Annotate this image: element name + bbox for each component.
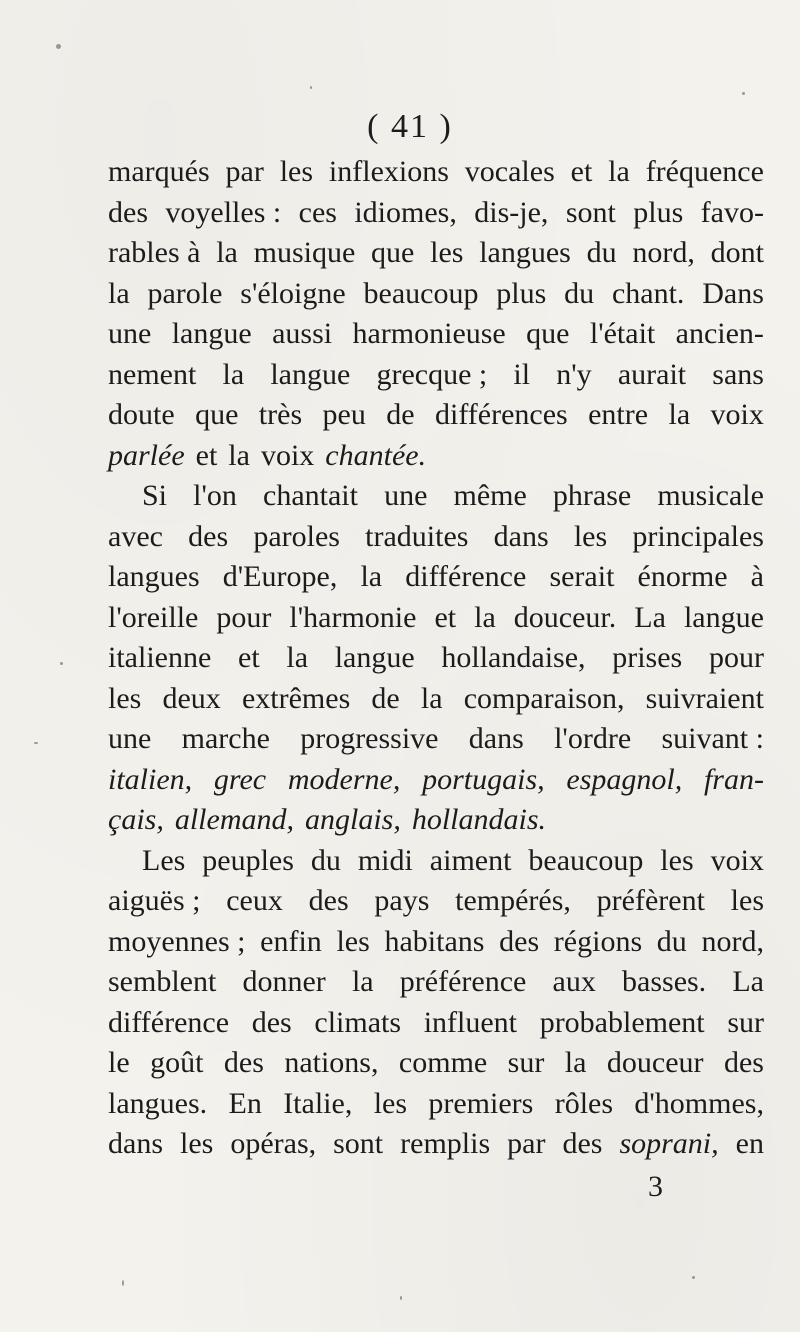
word: des	[308, 884, 349, 917]
word: doute	[108, 398, 175, 431]
word: l'était	[589, 317, 656, 350]
word: les	[573, 519, 608, 553]
word: l'on	[193, 479, 237, 512]
word: favo-	[700, 195, 764, 229]
word: midi	[357, 843, 413, 877]
word: des	[723, 1046, 764, 1079]
text-line	[108, 598, 764, 639]
word: les	[430, 236, 464, 269]
word: du	[586, 236, 617, 269]
text-line	[108, 881, 764, 922]
word: le	[108, 1046, 130, 1079]
paper-speck	[56, 44, 61, 49]
word: parole	[147, 276, 223, 310]
word: les	[660, 843, 694, 877]
text-line	[108, 233, 764, 274]
word: comme	[398, 1046, 488, 1079]
word: prises	[612, 641, 683, 674]
word: nord,	[701, 924, 764, 958]
word: les	[336, 924, 370, 958]
word: d'hommes,	[634, 1086, 764, 1120]
word: peuples	[202, 843, 294, 877]
word: la	[360, 560, 383, 593]
word: par	[507, 1127, 546, 1160]
word: la	[216, 236, 238, 269]
word: langues	[479, 236, 571, 269]
word: sur	[727, 1005, 764, 1039]
word: énorme	[637, 560, 728, 593]
word: préfèrent	[596, 884, 705, 917]
word: la	[286, 641, 309, 674]
text-line	[108, 193, 764, 234]
word: régions	[553, 924, 643, 958]
word: La	[634, 600, 666, 634]
word: s'éloigne	[240, 276, 346, 310]
italic-word: grec	[213, 762, 267, 796]
word: et	[570, 155, 593, 188]
text-line	[108, 841, 764, 882]
word: des	[562, 1127, 603, 1160]
italic-word: çais,	[108, 803, 164, 836]
word: moyennes ;	[108, 924, 246, 958]
word: opéras,	[230, 1127, 317, 1160]
italic-word: fran-	[703, 762, 764, 796]
paper-speck	[122, 1280, 124, 1286]
word: avec	[108, 519, 163, 553]
word: des	[251, 1005, 292, 1039]
word: nord,	[632, 236, 695, 269]
word: serait	[549, 560, 615, 593]
italic-word: italien,	[108, 762, 193, 796]
italic-word: hollandais.	[411, 803, 547, 836]
word: la	[222, 357, 245, 391]
word: de	[371, 681, 400, 715]
word: Si	[142, 479, 168, 512]
word: à	[750, 560, 764, 593]
word: sans	[712, 357, 764, 391]
word: d'Europe,	[222, 560, 338, 593]
word: dis-je,	[474, 195, 549, 229]
word: donner	[242, 965, 326, 998]
paper-speck	[60, 662, 63, 665]
word: marche	[181, 722, 270, 755]
word: idiomes,	[354, 195, 457, 229]
word: aussi	[272, 317, 333, 350]
word: langue	[683, 600, 764, 634]
word: douceur.	[513, 600, 617, 634]
word: pays	[374, 884, 430, 917]
italic-word: moderne,	[287, 762, 401, 796]
word: langues.	[108, 1086, 208, 1120]
word: ancien-	[675, 317, 764, 350]
italic-word: anglais,	[304, 803, 401, 836]
text-line	[108, 557, 764, 598]
word: pour	[216, 600, 272, 634]
word: différence	[405, 560, 527, 593]
word: et	[238, 641, 260, 674]
word: par	[225, 155, 264, 188]
word: il	[513, 357, 531, 391]
text-line	[108, 800, 764, 841]
word: plus	[633, 195, 684, 229]
word: comparaison,	[463, 681, 625, 715]
text-line	[108, 355, 764, 396]
word: la	[474, 600, 496, 634]
word: progressive	[300, 722, 439, 755]
word: du	[564, 276, 595, 310]
italic-word: parlée	[108, 438, 185, 472]
word: sont	[565, 195, 616, 229]
text-line	[108, 274, 764, 315]
word: En	[228, 1086, 262, 1120]
text-line	[108, 679, 764, 720]
text-line	[108, 922, 764, 963]
word: les	[730, 884, 764, 917]
word: beaucoup	[363, 276, 479, 310]
word: fréquence	[645, 155, 764, 188]
word: nations,	[284, 1046, 379, 1079]
paper-speck	[400, 1296, 402, 1300]
word: grecque ;	[376, 357, 488, 391]
paper-speck	[34, 742, 38, 744]
word: les	[373, 1086, 408, 1120]
word: n'y	[556, 357, 592, 391]
word: des	[188, 519, 229, 553]
word: basses.	[622, 965, 707, 998]
word: la	[608, 155, 630, 188]
word: les	[108, 681, 142, 715]
word: les	[279, 155, 314, 188]
word: hollandaise,	[441, 641, 586, 674]
text-line	[108, 1043, 764, 1084]
word: Italie,	[283, 1086, 353, 1120]
word: la	[420, 681, 443, 715]
paper-speck	[692, 1276, 695, 1279]
word: entre	[588, 398, 649, 431]
text-line	[108, 638, 764, 679]
word: Les	[142, 843, 186, 877]
word: que	[371, 236, 415, 269]
word: l'ordre	[554, 722, 632, 755]
word: aux	[552, 965, 596, 998]
word: enfin	[260, 924, 322, 958]
word: paroles	[253, 519, 340, 553]
word: tempérés,	[455, 884, 571, 917]
italic-word: chantée.	[325, 438, 427, 472]
signature-mark: 3	[648, 1170, 663, 1203]
word: du	[656, 924, 687, 958]
word: une	[384, 479, 428, 512]
word: une	[108, 317, 152, 350]
word: voix	[710, 398, 764, 431]
word: traduites	[365, 519, 469, 553]
word: langues	[108, 560, 200, 593]
word: une	[108, 722, 152, 755]
page-number: ( 41 )	[367, 108, 453, 145]
word: et	[434, 600, 457, 634]
text-line	[108, 517, 764, 558]
word: que	[526, 317, 570, 350]
word: des	[108, 195, 148, 229]
word: que	[195, 398, 239, 431]
word: l'oreille	[108, 600, 199, 634]
italic-word: portugais,	[422, 762, 545, 796]
word: du	[310, 843, 341, 877]
word: et	[195, 438, 218, 472]
word: rables à	[108, 236, 201, 269]
word: rôles	[554, 1086, 614, 1120]
word: des	[223, 1046, 264, 1079]
word: remplis	[400, 1127, 491, 1160]
italic-word: allemand,	[174, 803, 294, 836]
word: la	[668, 398, 691, 431]
text-line	[108, 719, 764, 760]
word: la	[564, 1046, 587, 1079]
word: dans	[493, 519, 549, 553]
word: marqués	[108, 155, 210, 188]
word: probablement	[539, 1005, 705, 1039]
word: climats	[314, 1005, 402, 1039]
body-text	[108, 152, 764, 1165]
word: nement	[108, 357, 197, 391]
word: Dans	[702, 276, 764, 310]
word: les	[180, 1127, 214, 1160]
word: harmonieuse	[352, 317, 506, 350]
word: langue	[171, 317, 252, 350]
word: suivant :	[661, 722, 764, 755]
text-line	[108, 476, 764, 517]
word: ces	[298, 195, 337, 229]
word: chantait	[263, 479, 358, 512]
word: l'harmonie	[289, 600, 417, 634]
text-line	[108, 1003, 764, 1044]
word: douceur	[606, 1046, 704, 1079]
word: phrase	[552, 479, 632, 512]
word: voix	[710, 843, 764, 877]
word: extrêmes	[241, 681, 351, 715]
word: goût	[150, 1046, 204, 1079]
text-line	[108, 1084, 764, 1125]
word: sur	[507, 1046, 545, 1079]
text-line	[108, 962, 764, 1003]
word: chant.	[611, 276, 685, 310]
word: beaucoup	[528, 843, 644, 877]
word: suivraient	[645, 681, 764, 715]
word: habitans	[384, 924, 485, 958]
word: la	[228, 438, 250, 472]
italic-word: espagnol,	[566, 762, 683, 796]
word: langue	[334, 641, 415, 674]
word: italienne	[108, 641, 212, 674]
word: même	[453, 479, 527, 512]
word: voix	[260, 438, 315, 472]
word: influent	[423, 1005, 518, 1039]
word: sont	[333, 1127, 384, 1160]
word: langue	[270, 357, 351, 391]
word: dont	[710, 236, 764, 269]
word: très	[258, 398, 303, 431]
paper-speck	[742, 92, 745, 95]
word: la	[351, 965, 374, 998]
text-line	[108, 436, 764, 477]
italic-word: soprani,	[619, 1127, 719, 1160]
word: deux	[162, 681, 221, 715]
word: des	[499, 924, 540, 958]
word: La	[732, 965, 764, 998]
word: premiers	[428, 1086, 534, 1120]
text-line	[108, 152, 764, 193]
word: semblent	[108, 965, 217, 998]
word: principales	[632, 519, 764, 553]
word: peu	[322, 398, 366, 431]
word: vocales	[464, 155, 555, 188]
word: la	[108, 276, 130, 310]
word: voyelles :	[165, 195, 282, 229]
word: plus	[496, 276, 547, 310]
word: musicale	[657, 479, 764, 512]
word: inflexions	[328, 155, 449, 188]
word: musique	[253, 236, 356, 269]
word: aiment	[429, 843, 512, 877]
word: différences	[435, 398, 568, 431]
text-line	[108, 760, 764, 801]
word: en	[735, 1127, 764, 1160]
word: pour	[708, 641, 764, 674]
word: ceux	[226, 884, 283, 917]
word: aiguës ;	[108, 884, 201, 917]
word: différence	[108, 1005, 230, 1039]
text-line	[108, 395, 764, 436]
word: dans	[108, 1127, 163, 1160]
word: dans	[468, 722, 524, 755]
text-line	[108, 314, 764, 355]
text-line	[108, 1124, 764, 1165]
word: aurait	[617, 357, 687, 391]
word: de	[386, 398, 415, 431]
paper-speck	[310, 86, 312, 89]
word: préférence	[399, 965, 527, 998]
